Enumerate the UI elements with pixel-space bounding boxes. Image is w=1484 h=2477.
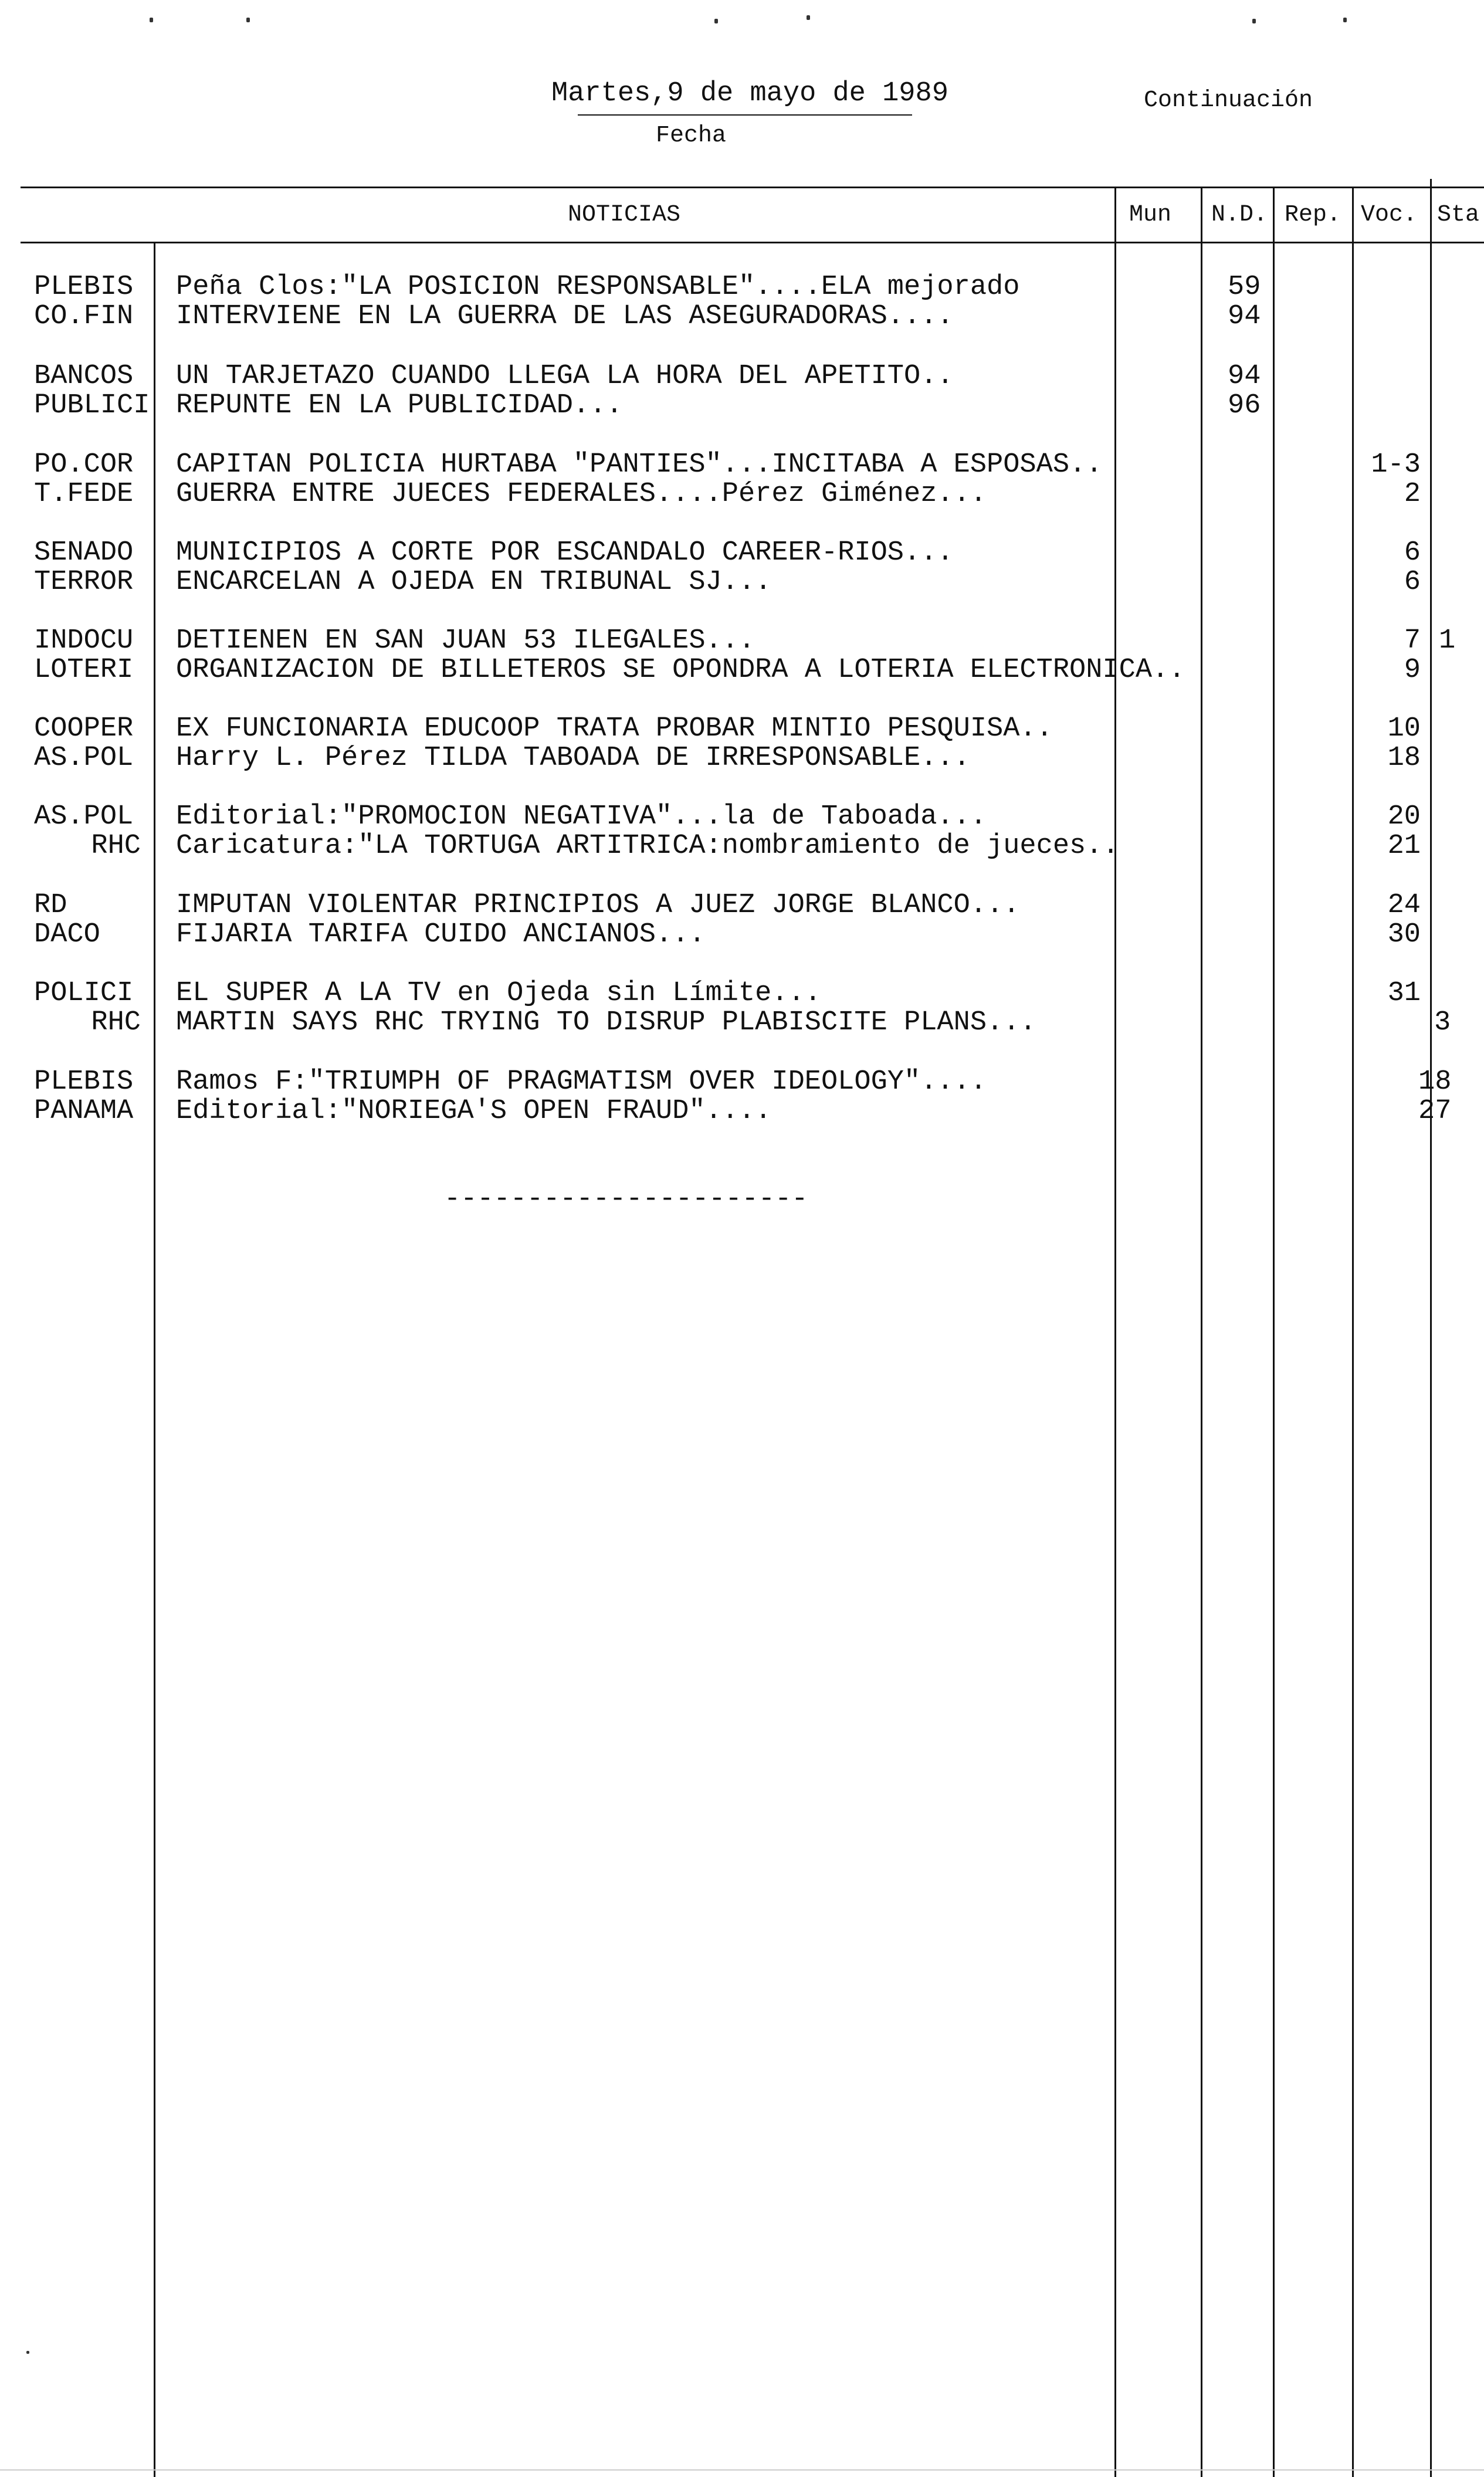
table-row-sta: 3 (1434, 1007, 1451, 1038)
table-row-code: PANAMA (34, 1096, 134, 1127)
table-row-code: COOPER (34, 713, 134, 744)
table-row-headline: GUERRA ENTRE JUECES FEDERALES....Pérez Giménez... (176, 479, 987, 510)
table-row-code: LOTERI (34, 655, 134, 686)
table-row-code: CO.FIN (34, 301, 134, 332)
code-column-divider (154, 242, 155, 2477)
date-label: Fecha (656, 123, 727, 149)
table-row-code: PLEBIS (34, 272, 134, 303)
table-row-sta: 1 (1439, 625, 1456, 656)
table-row-headline: EL SUPER A LA TV en Ojeda sin Límite... (176, 978, 821, 1009)
table-row-code: BANCOS (34, 361, 134, 392)
table-row-headline: EX FUNCIONARIA EDUCOOP TRATA PROBAR MINTIO PESQUISA.. (176, 713, 1053, 744)
table-row-voc: 1-3 (1371, 449, 1421, 480)
table-row-headline: Editorial:"NORIEGA'S OPEN FRAUD".... (176, 1096, 772, 1127)
header-nd: N.D. (1211, 202, 1268, 228)
sta-column-divider (1430, 179, 1432, 2477)
table-row-code: PO.COR (34, 449, 134, 480)
table-row-headline: MUNICIPIOS A CORTE POR ESCANDALO CAREER-RIOS... (176, 537, 954, 568)
table-row-headline: Harry L. Pérez TILDA TABOADA DE IRRESPONSABLE... (176, 743, 970, 774)
table-row-code: RHC (91, 831, 141, 862)
header-mun: Mun (1129, 202, 1172, 228)
end-dashed-rule: ---------------------- (444, 1184, 808, 1215)
table-row-nd: 94 (1228, 301, 1261, 332)
table-row-sta: 18 (1418, 1066, 1452, 1097)
table-row-code: POLICI (34, 978, 134, 1009)
table-row-code: AS.POL (34, 743, 134, 774)
table-row-headline: MARTIN SAYS RHC TRYING TO DISRUP PLABISCITE PLANS... (176, 1007, 1036, 1038)
table-row-headline: UN TARJETAZO CUANDO LLEGA LA HORA DEL APETITO.. (176, 361, 954, 392)
header-noticias: NOTICIAS (568, 202, 681, 228)
table-row-voc: 21 (1387, 831, 1421, 862)
table-row-headline: ORGANIZACION DE BILLETEROS SE OPONDRA A LOTERIA ELECTRONICA.. (176, 655, 1185, 686)
table-row-sta: 27 (1418, 1096, 1452, 1127)
mun-column-divider (1114, 188, 1116, 2477)
table-row-code: PLEBIS (34, 1066, 134, 1097)
table-top-rule (21, 187, 1484, 188)
table-row-code: RD (34, 890, 67, 921)
header-rep: Rep. (1285, 202, 1341, 228)
table-row-voc: 9 (1404, 655, 1421, 686)
continuation-label: Continuación (1144, 87, 1313, 114)
table-row-nd: 94 (1228, 361, 1261, 392)
table-row-voc: 30 (1387, 919, 1421, 950)
rep-column-divider (1273, 188, 1275, 2477)
table-row-nd: 96 (1228, 390, 1261, 421)
date-underline (578, 114, 912, 116)
table-row-voc: 2 (1404, 479, 1421, 510)
report-date: Martes,9 de mayo de 1989 (551, 78, 948, 109)
table-header-rule (21, 242, 1484, 243)
table-row-headline: CAPITAN POLICIA HURTABA "PANTIES"...INCITABA A ESPOSAS.. (176, 449, 1103, 480)
page-bottom-edge (0, 2469, 1484, 2471)
header-sta: Sta (1437, 202, 1480, 228)
nd-column-divider (1201, 188, 1202, 2477)
table-row-headline: FIJARIA TARIFA CUIDO ANCIANOS... (176, 919, 706, 950)
table-row-voc: 6 (1404, 567, 1421, 598)
table-row-voc: 24 (1387, 890, 1421, 921)
table-row-code: AS.POL (34, 801, 134, 832)
table-row-headline: ENCARCELAN A OJEDA EN TRIBUNAL SJ... (176, 567, 772, 598)
table-row-headline: Editorial:"PROMOCION NEGATIVA"...la de Taboada... (176, 801, 987, 832)
table-row-voc: 7 (1404, 625, 1421, 656)
table-row-code: PUBLICI (34, 390, 150, 421)
table-row-voc: 6 (1404, 537, 1421, 568)
table-row-voc: 31 (1387, 978, 1421, 1009)
table-row-headline: Peña Clos:"LA POSICION RESPONSABLE"....ELA mejorado (176, 272, 1020, 303)
table-row-code: DACO (34, 919, 100, 950)
table-row-headline: REPUNTE EN LA PUBLICIDAD... (176, 390, 623, 421)
table-row-voc: 18 (1387, 743, 1421, 774)
table-row-headline: Ramos F:"TRIUMPH OF PRAGMATISM OVER IDEOLOGY".... (176, 1066, 987, 1097)
voc-column-divider (1352, 188, 1354, 2477)
table-row-code: RHC (91, 1007, 141, 1038)
table-row-nd: 59 (1228, 272, 1261, 303)
table-row-headline: DETIENEN EN SAN JUAN 53 ILEGALES... (176, 625, 755, 656)
table-row-voc: 10 (1387, 713, 1421, 744)
table-row-headline: Caricatura:"LA TORTUGA ARTITRICA:nombramiento de jueces.. (176, 831, 1119, 862)
table-row-code: T.FEDE (34, 479, 134, 510)
table-row-code: TERROR (34, 567, 134, 598)
table-row-headline: INTERVIENE EN LA GUERRA DE LAS ASEGURADORAS.... (176, 301, 954, 332)
table-row-voc: 20 (1387, 801, 1421, 832)
header-voc: Voc. (1361, 202, 1418, 228)
table-row-code: INDOCU (34, 625, 134, 656)
table-row-code: SENADO (34, 537, 134, 568)
table-row-headline: IMPUTAN VIOLENTAR PRINCIPIOS A JUEZ JORGE BLANCO... (176, 890, 1020, 921)
